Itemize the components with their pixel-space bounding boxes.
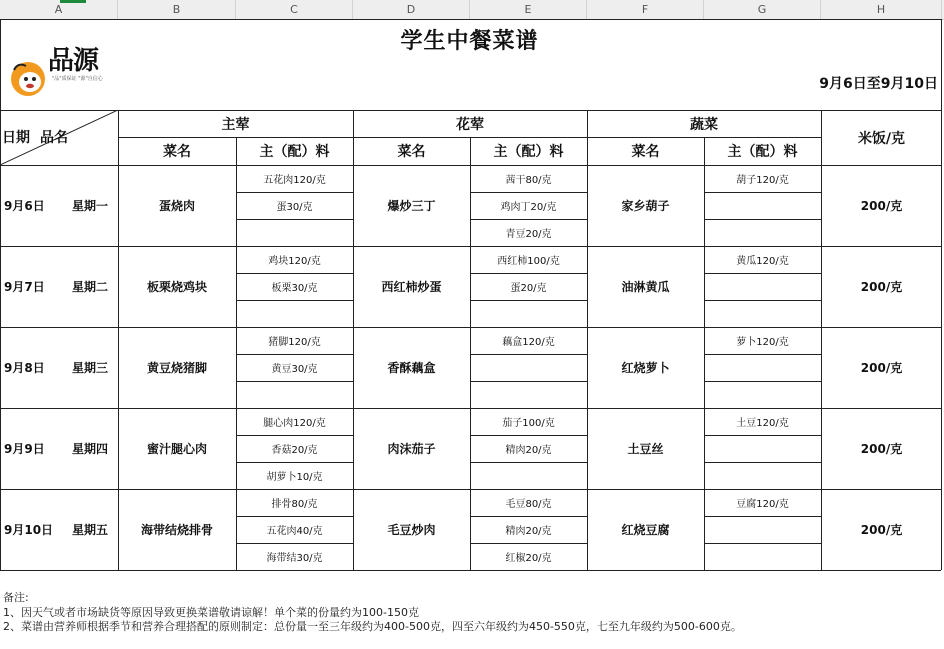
- main-ingredient: 香菇20/克: [271, 445, 318, 456]
- side-ingredient: 精肉20/克: [505, 526, 552, 537]
- veg-dish: 家乡葫子: [621, 199, 670, 213]
- day-weekday: 星期五: [71, 523, 108, 537]
- day-weekday: 星期二: [71, 280, 108, 294]
- side-ingredient: [470, 354, 587, 381]
- main-dish: 蜜汁腿心肉: [146, 442, 207, 456]
- corner-date-label: 日期: [2, 130, 30, 146]
- side-ingredient: [470, 300, 587, 327]
- veg-ingredient: 黄瓜120/克: [736, 256, 789, 267]
- mascot-icon: [11, 62, 45, 96]
- column-header-b[interactable]: B: [118, 0, 236, 19]
- main-ingredient: 黄豆30/克: [271, 364, 318, 375]
- ingredient-col-header: 主（配）料: [493, 144, 564, 160]
- rice-amount: 200/克: [860, 280, 903, 294]
- side-dish: 西红柿炒蛋: [381, 280, 442, 294]
- day-weekday: 星期四: [71, 442, 108, 456]
- side-ingredient: 青豆20/克: [505, 229, 552, 240]
- veg-ingredient: 萝卜120/克: [736, 337, 789, 348]
- grid-line-h: [0, 19, 941, 20]
- main-ingredient: 猪脚120/克: [268, 337, 321, 348]
- column-header-h[interactable]: H: [821, 0, 942, 19]
- rice-amount: 200/克: [860, 523, 903, 537]
- note-1: 1、因天气或者市场缺货等原因导致更换菜谱敬请谅解！单个菜的份量约为100-150克: [3, 606, 419, 619]
- column-header-bar: [0, 0, 944, 20]
- veg-ingredient: [704, 192, 821, 219]
- veg-ingredient: [704, 516, 821, 543]
- logo-tagline: "品"质保证 "源"自信心: [52, 75, 103, 82]
- day-date: 9月6日: [4, 199, 45, 213]
- main-ingredient: [236, 300, 353, 327]
- main-ingredient: 五花肉120/克: [263, 175, 326, 186]
- main-ingredient: 腿心肉120/克: [263, 418, 326, 429]
- column-header-g[interactable]: G: [704, 0, 821, 19]
- spreadsheet-sheet[interactable]: [0, 19, 944, 649]
- main-dish: 海带结烧排骨: [140, 523, 213, 537]
- main-dish: 蛋烧肉: [158, 199, 195, 213]
- main-ingredient: [236, 381, 353, 408]
- day-date: 9月8日: [4, 361, 45, 375]
- day-weekday: 星期三: [71, 361, 108, 375]
- veg-dish: 红烧萝卜: [621, 361, 670, 375]
- side-ingredient: 鸡肉丁20/克: [500, 202, 557, 213]
- ingredient-col-header: 主（配）料: [727, 144, 798, 160]
- logo-text: 品源: [48, 45, 99, 76]
- side-ingredient: [470, 462, 587, 489]
- side-dish: 爆炒三丁: [387, 199, 436, 213]
- veg-ingredient: 豆腐120/克: [736, 499, 789, 510]
- veg-ingredient: [704, 462, 821, 489]
- grid-line-h: [0, 570, 941, 571]
- column-header-e[interactable]: E: [470, 0, 587, 19]
- rice-header: 米饭/克: [857, 130, 906, 147]
- dish-col-header: 菜名: [397, 144, 426, 160]
- veg-group-header: 蔬菜: [690, 116, 718, 133]
- side-ingredient: 毛豆80/克: [505, 499, 552, 510]
- dish-col-header: 菜名: [163, 144, 191, 160]
- side-ingredient: 茄子100/克: [502, 418, 555, 429]
- column-header-d[interactable]: D: [353, 0, 470, 19]
- ingredient-col-header: 主（配）料: [259, 144, 330, 160]
- date-range: 9月6日至9月10日: [819, 76, 938, 92]
- note-2: 2、菜谱由营养师根据季节和营养合理搭配的原则制定：总份量一至三年级约为400-500克，四至六年级约为450-550克，七至九年级约为500-600克。: [3, 620, 742, 633]
- veg-ingredient: [704, 219, 821, 246]
- page-title: 学生中餐菜谱: [400, 28, 539, 54]
- main-ingredient: [236, 219, 353, 246]
- day-date: 9月9日: [4, 442, 45, 456]
- day-date: 9月10日: [4, 523, 54, 537]
- rice-amount: 200/克: [860, 442, 903, 456]
- veg-ingredient: [704, 354, 821, 381]
- veg-dish: 油淋黄瓜: [621, 280, 670, 294]
- corner-name-label: 品名: [40, 130, 68, 146]
- side-ingredient: 红椒20/克: [505, 553, 552, 564]
- day-date: 9月7日: [4, 280, 45, 294]
- main-dish: 黄豆烧猪脚: [146, 361, 207, 375]
- grid-line-v: [0, 19, 1, 570]
- veg-dish: 土豆丝: [627, 442, 664, 456]
- column-header-c[interactable]: C: [236, 0, 353, 19]
- main-ingredient: 海带结30/克: [266, 553, 323, 564]
- rice-amount: 200/克: [860, 361, 903, 375]
- rice-amount: 200/克: [860, 199, 903, 213]
- main-dish: 板栗烧鸡块: [146, 280, 207, 294]
- main-ingredient: 鸡块120/克: [268, 256, 321, 267]
- main-ingredient: 排骨80/克: [271, 499, 318, 510]
- veg-ingredient: [704, 381, 821, 408]
- veg-ingredient: [704, 435, 821, 462]
- main-ingredient: 胡萝卜10/克: [266, 472, 323, 483]
- column-header-a[interactable]: A: [0, 0, 118, 19]
- side-ingredient: 西红柿100/克: [497, 256, 560, 267]
- side-ingredient: 精肉20/克: [505, 445, 552, 456]
- side-group-header: 花荤: [456, 116, 484, 133]
- veg-ingredient: [704, 273, 821, 300]
- side-ingredient: 蛋20/克: [510, 283, 547, 294]
- notes-title: 备注:: [3, 591, 29, 604]
- column-header-f[interactable]: F: [587, 0, 704, 19]
- side-dish: 肉沫茄子: [387, 442, 436, 456]
- side-ingredient: 藕盒120/克: [502, 337, 555, 348]
- side-dish: 毛豆炒肉: [387, 523, 436, 537]
- day-weekday: 星期一: [71, 199, 108, 213]
- side-ingredient: [470, 381, 587, 408]
- main-ingredient: 板栗30/克: [271, 283, 318, 294]
- main-ingredient: 五花肉40/克: [266, 526, 323, 537]
- veg-ingredient: 土豆120/克: [736, 418, 789, 429]
- veg-dish: 红烧豆腐: [621, 523, 670, 537]
- veg-ingredient: [704, 543, 821, 570]
- side-dish: 香酥藕盒: [387, 361, 436, 375]
- side-ingredient: 茜干80/克: [505, 175, 552, 186]
- main-ingredient: 蛋30/克: [276, 202, 313, 213]
- dish-col-header: 菜名: [631, 144, 660, 160]
- veg-ingredient: 葫子120/克: [736, 175, 789, 186]
- main-group-header: 主荤: [221, 116, 250, 133]
- veg-ingredient: [704, 300, 821, 327]
